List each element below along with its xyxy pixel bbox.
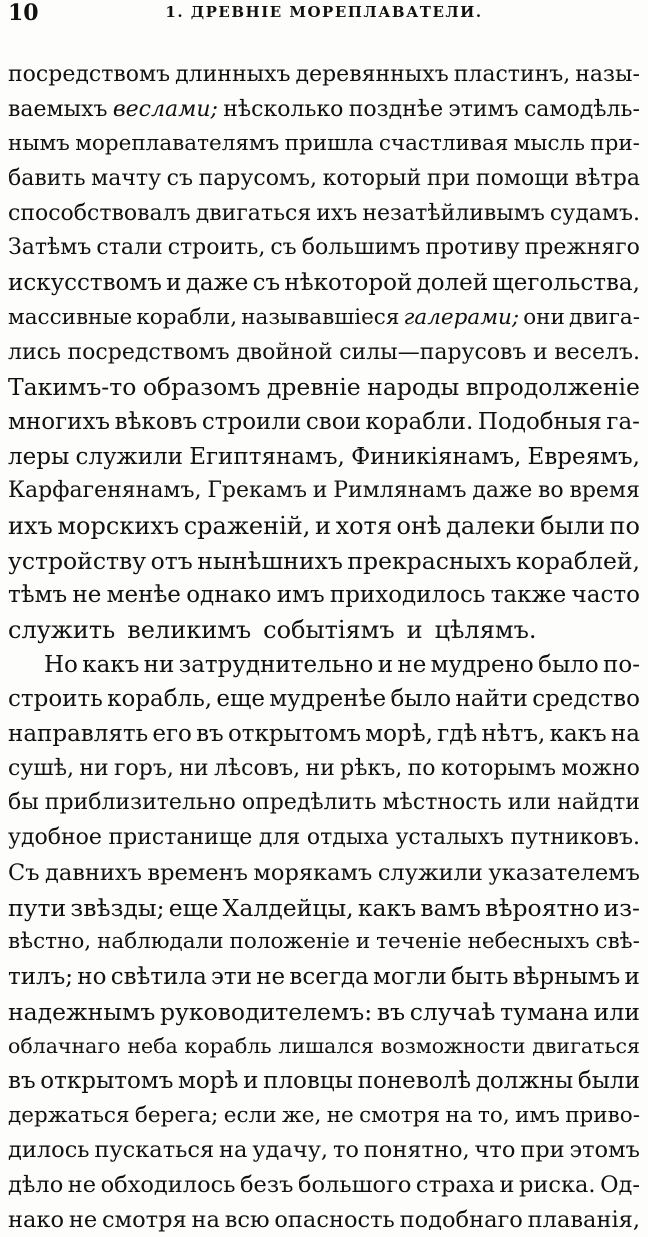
word: гдѣ — [437, 721, 478, 748]
word: веслами; — [112, 96, 218, 122]
word: во — [538, 478, 564, 504]
word: облачнаго — [8, 1034, 121, 1059]
word: судамъ. — [549, 200, 640, 226]
word: страха — [415, 1172, 495, 1198]
word: многихъ — [8, 408, 111, 435]
word: длинныхъ — [175, 62, 291, 87]
word: нако — [8, 1206, 65, 1233]
word: открытомъ — [40, 1067, 174, 1094]
word: вѣстно, — [8, 929, 92, 955]
text-line — [8, 231, 640, 266]
word: на — [191, 1206, 220, 1233]
word: наблюдали — [97, 929, 224, 955]
word: понятно, — [363, 1137, 470, 1164]
word: Но — [44, 651, 78, 678]
text-line — [8, 1064, 640, 1099]
word: силы—парусовъ — [339, 339, 527, 365]
word: строили — [201, 408, 302, 435]
word: открытомъ — [227, 721, 362, 748]
word: также — [490, 582, 567, 609]
word: подобнаго — [399, 1206, 523, 1233]
word: корабль — [184, 1034, 272, 1059]
word: еще — [216, 686, 266, 713]
word: бавить — [8, 166, 86, 192]
word: на — [610, 721, 640, 748]
word: и — [406, 616, 423, 644]
word: приво- — [565, 1102, 640, 1128]
word: не — [72, 582, 102, 609]
text-line — [8, 266, 640, 301]
word: строить, — [167, 235, 266, 261]
word: пристанище — [108, 825, 253, 851]
word: и — [499, 1172, 515, 1198]
word: пришла — [284, 131, 374, 157]
word: указателемъ — [488, 859, 640, 886]
word: морѣ, — [365, 721, 433, 748]
word: всегда — [289, 963, 369, 990]
word: свѣ- — [595, 929, 640, 955]
word: прежняго — [524, 235, 640, 261]
word: риска. — [518, 1172, 596, 1198]
word: вамъ — [420, 893, 481, 922]
word: искусствомъ — [8, 270, 162, 297]
word: въ — [376, 997, 406, 1026]
word: плаванія, — [527, 1206, 640, 1233]
text-line — [8, 1203, 640, 1237]
word: вѣковъ — [114, 408, 198, 435]
word: лѣсовъ, — [213, 755, 301, 781]
word: для — [258, 825, 301, 851]
word: образомъ — [142, 373, 261, 402]
word: Затѣмъ — [8, 235, 92, 261]
word: назы- — [575, 62, 640, 87]
word: великимъ — [127, 616, 252, 644]
text-line — [8, 509, 640, 544]
word: вѣроятно — [485, 893, 600, 922]
word: Грекамъ — [207, 478, 307, 504]
word: давнихъ — [45, 859, 142, 886]
word: Съ — [8, 859, 40, 886]
word: были — [540, 511, 605, 540]
text-line — [8, 578, 640, 613]
text-line — [8, 613, 640, 648]
word: то — [332, 1137, 359, 1164]
word: звѣзды; — [70, 893, 165, 922]
word: нѣтъ, — [481, 721, 546, 748]
word: найдти — [557, 790, 640, 816]
word: неба — [127, 1034, 178, 1059]
word: ихъ — [316, 200, 358, 226]
word: Египтянамъ, — [189, 443, 345, 470]
word: держаться — [8, 1102, 130, 1128]
word: имъ — [515, 1102, 560, 1128]
word: же, — [281, 1102, 322, 1128]
word: тѣмъ — [8, 582, 68, 609]
word: галерами; — [403, 304, 520, 330]
word: удачу, — [252, 1137, 329, 1164]
word: опасность — [274, 1206, 395, 1233]
text-line — [8, 995, 640, 1030]
word: при — [426, 166, 471, 192]
word: какъ — [549, 721, 607, 748]
word: небесныхъ — [467, 929, 590, 955]
word: двигаться — [532, 1034, 640, 1059]
word: удобное — [8, 825, 102, 851]
word: усталыхъ — [395, 825, 504, 851]
word: безъ — [240, 1172, 294, 1198]
text-line — [8, 821, 640, 856]
word: однако — [186, 582, 272, 609]
word: по- — [603, 651, 640, 678]
word: хотя — [335, 511, 392, 540]
word: морскихъ — [57, 511, 180, 540]
word: которымъ — [440, 755, 557, 781]
word: пластинъ, — [453, 62, 571, 87]
word: событіямъ — [263, 616, 395, 644]
page-number: 10 — [8, 0, 39, 26]
word: из- — [603, 893, 640, 922]
text-line — [8, 1029, 640, 1064]
text-line — [8, 544, 640, 579]
word: вѣрнымъ — [512, 963, 621, 990]
word: но — [77, 963, 107, 990]
word: берега; — [134, 1102, 219, 1128]
word: Такимъ-то — [8, 373, 137, 402]
word: Подобныя — [477, 408, 602, 435]
text-line — [8, 301, 640, 336]
page-header — [8, 0, 640, 24]
word: служили — [75, 443, 183, 470]
word: съ — [252, 270, 281, 297]
word: всю — [224, 1206, 270, 1233]
word: впродолженіе — [465, 373, 640, 402]
word: если — [223, 1102, 277, 1128]
word: прекрасныхъ — [347, 546, 512, 575]
word: было — [538, 651, 599, 678]
word: вѣтра — [574, 166, 640, 192]
word: отъ — [150, 546, 193, 575]
word: бы — [8, 790, 39, 816]
word: было — [390, 686, 452, 713]
word: не — [326, 1102, 354, 1128]
word: быть — [450, 963, 509, 990]
word: устройству — [8, 546, 147, 575]
word: сраженій, — [183, 511, 311, 540]
word: и — [355, 929, 371, 955]
word: Карфагенянамъ, — [8, 478, 202, 504]
word: случаѣ — [409, 997, 496, 1026]
word: пускаться — [94, 1137, 215, 1164]
text-line — [8, 1099, 640, 1134]
word: нѣсколько — [223, 96, 344, 122]
word: этомъ — [569, 1137, 640, 1164]
word: корабль, — [107, 686, 213, 713]
word: руководителемъ: — [160, 997, 373, 1026]
text-line — [8, 648, 640, 683]
text-line — [8, 786, 640, 821]
running-head: 1. ДРЕВНІЕ МОРЕПЛАВАТЕЛИ. — [165, 3, 483, 21]
word: народы — [367, 373, 460, 402]
word: мудренѣе — [269, 686, 387, 713]
word: ни — [143, 651, 175, 678]
text-line — [8, 925, 640, 960]
word: и — [312, 478, 328, 504]
word: могли — [372, 963, 447, 990]
word: Евреямъ, — [527, 443, 640, 470]
word: служили — [377, 859, 483, 886]
word: строить — [8, 686, 103, 713]
word: они — [523, 304, 565, 330]
word: леры — [8, 443, 70, 470]
word: можно — [561, 755, 640, 781]
word: Од- — [600, 1172, 640, 1198]
word: опредѣлить — [241, 790, 377, 816]
text-line — [8, 405, 640, 440]
word: дилось — [8, 1137, 90, 1164]
text-line — [8, 58, 640, 93]
word: парусомъ, — [198, 166, 318, 192]
word: ни — [179, 755, 209, 781]
text-line — [8, 474, 640, 509]
word: массивные — [8, 304, 133, 330]
word: морякамъ — [253, 859, 373, 886]
word: ихъ — [8, 511, 53, 540]
word: или — [593, 997, 640, 1026]
word: лишался — [278, 1034, 374, 1059]
word: или — [507, 790, 552, 816]
text-line — [8, 856, 640, 891]
text-line — [8, 1133, 640, 1168]
word: мѣстность — [382, 790, 502, 816]
word: положеніе — [229, 929, 350, 955]
word: не — [256, 963, 286, 990]
word: средство — [532, 686, 640, 713]
word: тилъ; — [8, 963, 74, 990]
word: и — [166, 270, 182, 297]
body-text — [8, 58, 640, 1237]
word: въ — [196, 721, 224, 748]
word: надежнымъ — [8, 997, 156, 1026]
word: долей — [416, 270, 489, 297]
word: при — [520, 1137, 565, 1164]
word: какъ — [357, 893, 417, 922]
word: поневолѣ — [357, 1067, 472, 1094]
word: и — [314, 511, 331, 540]
word: нынѣшнихъ — [197, 546, 343, 575]
word: корабли, — [136, 304, 238, 330]
word: Финикіянамъ, — [351, 443, 522, 470]
text-line — [8, 717, 640, 752]
word: найти — [455, 686, 528, 713]
word: не — [397, 651, 427, 678]
word: приходилось — [329, 582, 486, 609]
text-line — [8, 1168, 640, 1203]
word: ни — [305, 755, 335, 781]
word: кораблей, — [515, 546, 640, 575]
word: далеки — [446, 511, 536, 540]
word: и — [533, 339, 548, 365]
word: затруднительно — [178, 651, 374, 678]
word: ваемыхъ — [8, 96, 108, 122]
word: какъ — [82, 651, 140, 678]
text-line — [8, 682, 640, 717]
word: называвшіеся — [241, 304, 400, 330]
text-line — [8, 127, 640, 162]
word: свои — [305, 408, 361, 435]
word: самодѣль- — [523, 96, 640, 122]
word: нѣкоторой — [284, 270, 413, 297]
word: время — [569, 478, 640, 504]
word: двига- — [568, 304, 640, 330]
word: не — [68, 1206, 98, 1233]
word: обходилось — [100, 1172, 236, 1198]
word: ни — [79, 755, 109, 781]
word: мачту — [91, 166, 162, 192]
word: на — [445, 1102, 473, 1128]
word: большого — [297, 1172, 412, 1198]
word: на — [219, 1137, 248, 1164]
word: теченіе — [376, 929, 462, 955]
word: этимъ — [448, 96, 519, 122]
word: эти — [211, 963, 252, 990]
word: не — [67, 1172, 97, 1198]
word: тумана — [500, 997, 589, 1026]
word: большимъ — [301, 235, 421, 261]
word: что — [474, 1137, 516, 1164]
word: съ — [270, 235, 297, 261]
word: имъ — [276, 582, 325, 609]
text-line — [8, 960, 640, 995]
word: Римлянамъ — [333, 478, 467, 504]
word: еще — [168, 893, 219, 922]
word: горъ, — [114, 755, 174, 781]
word: пути — [8, 893, 67, 922]
word: помощи — [475, 166, 570, 192]
word: древніе — [266, 373, 361, 402]
word: цѣлямъ. — [434, 616, 537, 644]
word: щегольства, — [492, 270, 640, 297]
word: веселъ. — [554, 339, 640, 365]
word: возможности — [380, 1034, 526, 1059]
word: приблизительно — [44, 790, 236, 816]
word: двойной — [236, 339, 333, 365]
word: смотря — [101, 1206, 187, 1233]
word: противу — [425, 235, 520, 261]
word: корабли. — [365, 408, 474, 435]
word: служить — [8, 616, 116, 644]
word: га- — [606, 408, 640, 435]
text-line — [8, 93, 640, 128]
word: въ — [8, 1067, 36, 1094]
word: посредствомъ — [8, 62, 171, 87]
text-line — [8, 370, 640, 405]
word: менѣе — [106, 582, 181, 609]
word: путниковъ. — [510, 825, 640, 851]
word: временъ — [147, 859, 248, 886]
word: свѣтила — [110, 963, 207, 990]
word: морѣ — [178, 1067, 239, 1094]
word: отдыха — [306, 825, 389, 851]
word: стали — [96, 235, 163, 261]
word: сушѣ, — [8, 755, 74, 781]
word: часто — [571, 582, 640, 609]
text-line — [8, 752, 640, 787]
word: даже — [185, 270, 249, 297]
word: счастливая — [378, 131, 509, 157]
word: дѣло — [8, 1172, 64, 1198]
word: были — [577, 1067, 640, 1094]
word: направлять — [8, 721, 149, 748]
word: его — [152, 721, 192, 748]
word: мореплавателямъ — [75, 131, 280, 157]
word: смотря — [359, 1102, 441, 1128]
word: даже — [472, 478, 533, 504]
word: незатѣйливымъ — [362, 200, 545, 226]
word: при- — [590, 131, 640, 157]
word: и — [377, 651, 394, 678]
word: мудрено — [430, 651, 534, 678]
word: мысль — [513, 131, 585, 157]
word: способствовалъ — [8, 200, 191, 226]
text-line — [8, 197, 640, 232]
word: то, — [478, 1102, 510, 1128]
word: и — [624, 963, 640, 990]
word: и — [243, 1067, 259, 1094]
word: пловцы — [263, 1067, 353, 1094]
word: посредствомъ — [67, 339, 230, 365]
word: Халдейцы, — [222, 893, 354, 922]
text-line — [8, 440, 640, 475]
word: двигаться — [195, 200, 312, 226]
word: съ — [166, 166, 193, 192]
text-line — [8, 162, 640, 197]
word: по — [609, 511, 640, 540]
word: деревянныхъ — [295, 62, 449, 87]
word: лись — [8, 339, 61, 365]
word: который — [322, 166, 422, 192]
word: должны — [475, 1067, 574, 1094]
word: позднѣе — [348, 96, 444, 122]
text-line — [8, 336, 640, 371]
text-line — [8, 891, 640, 926]
word: рѣкъ, — [340, 755, 403, 781]
word: онѣ — [396, 511, 442, 540]
word: по — [407, 755, 436, 781]
word: нымъ — [8, 131, 70, 157]
